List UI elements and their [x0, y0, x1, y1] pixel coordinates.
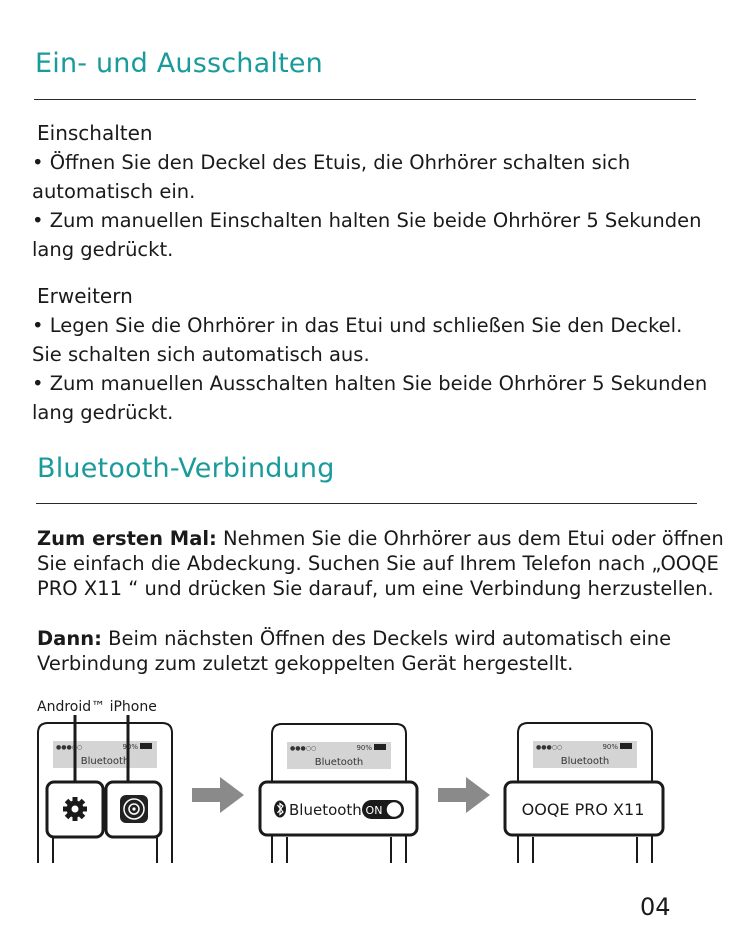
bluetooth-icon — [274, 801, 286, 818]
subheading-power-on: Einschalten — [37, 121, 153, 145]
bullet-text: • Öffnen Sie den Deckel des Etuis, die Ohrhörer schalten sich — [32, 151, 631, 174]
first-time-text: Sie einfach die Abdeckung. Suchen Sie auf Ihrem Telefon nach „OOQE — [37, 552, 719, 575]
screen-title: Bluetooth — [314, 757, 364, 768]
bullet-text: • Zum manuellen Ausschalten halten Sie beide Ohrhörer 5 Sekunden — [32, 372, 708, 395]
divider — [36, 503, 697, 504]
toggle-label: Bluetooth — [289, 801, 362, 819]
subheading-power-off: Erweitern — [37, 284, 133, 308]
arrow-right-icon — [438, 777, 490, 813]
battery-text: 90% — [602, 743, 618, 751]
first-time-text: PRO X11 “ und drücken Sie darauf, um eine Verbindung herzustellen. — [37, 577, 714, 600]
svg-text:●●●○○: ●●●○○ — [536, 744, 563, 751]
os-labels: Android™ iPhone — [37, 699, 157, 715]
bullet-text: lang gedrückt. — [32, 401, 174, 424]
bullet-text: • Legen Sie die Ohrhörer in das Etui und schließen Sie den Deckel. — [32, 314, 683, 337]
then-label: Dann: — [37, 627, 102, 650]
phone-1 — [38, 715, 172, 863]
bullet-text: lang gedrückt. — [32, 238, 174, 261]
screen-title: Bluetooth — [80, 756, 130, 767]
first-time-text: Nehmen Sie die Ohrhörer aus dem Etui oder öffnen — [216, 527, 724, 550]
toggle-switch — [362, 800, 404, 819]
bullet-text: automatisch ein. — [32, 180, 196, 203]
toggle-state: ON — [365, 804, 383, 817]
battery-text: 90% — [122, 743, 138, 751]
first-time-label: Zum ersten Mal: — [37, 527, 217, 550]
then-text: Beim nächsten Öffnen des Deckels wird automatisch eine — [101, 627, 672, 650]
bullet-text: • Zum manuellen Einschalten halten Sie beide Ohrhörer 5 Sekunden — [32, 209, 702, 232]
page-number: 04 — [640, 893, 671, 921]
then-paragraph — [37, 626, 671, 651]
phone-2 — [260, 724, 417, 863]
divider — [34, 99, 696, 100]
section-title-power: Ein- und Ausschalten — [35, 48, 323, 79]
section-title-bluetooth: Bluetooth-Verbindung — [37, 453, 335, 484]
then-text: Verbindung zum zuletzt gekoppelten Gerät hergestellt. — [37, 652, 574, 675]
phone-3 — [505, 723, 663, 863]
ios-settings-icon — [120, 795, 148, 823]
device-name: OOQE PRO X11 — [521, 800, 645, 819]
settings-gear-icon — [63, 797, 87, 821]
screen-title: Bluetooth — [560, 756, 610, 767]
svg-text:●●●○○: ●●●○○ — [290, 745, 317, 752]
pairing-illustration — [0, 715, 730, 865]
battery-text: 90% — [356, 744, 372, 752]
first-time-paragraph — [37, 526, 724, 551]
svg-text:●●●○○: ●●●○○ — [56, 744, 83, 751]
bullet-text: Sie schalten sich automatisch aus. — [32, 343, 370, 366]
arrow-right-icon — [192, 777, 244, 813]
